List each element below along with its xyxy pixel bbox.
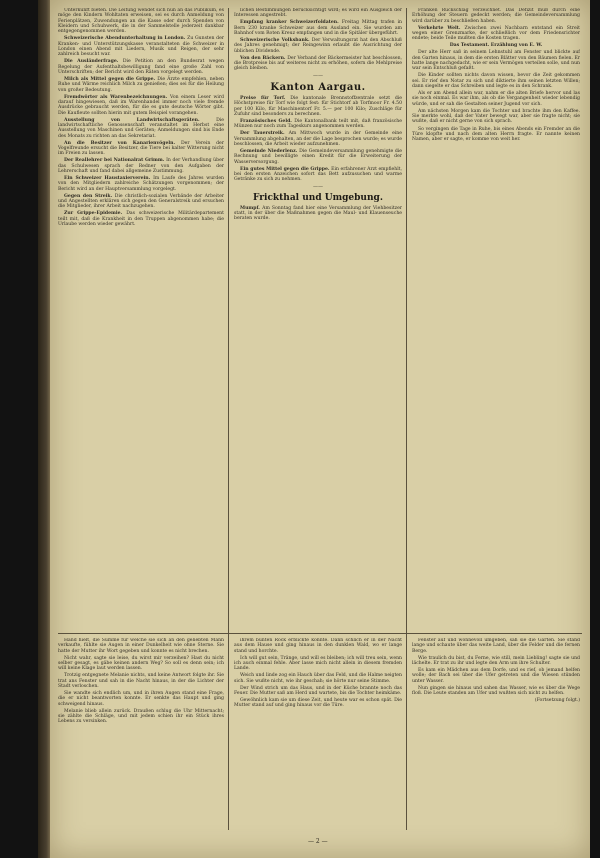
article-title: Preise für Torf. xyxy=(240,95,291,101)
column-rule-1 xyxy=(228,8,229,830)
article-paragraph xyxy=(58,8,224,34)
feuilleton-rule xyxy=(58,633,582,634)
article-body: Gewöhnlich kam sie um diese Zeit, und heute war es schon spät. Die Mutter stand auf und ging hinaus vor die Türe. xyxy=(234,698,402,709)
article-title: Der Tauerstreik. xyxy=(240,131,289,137)
article-body: Nun gingen sie hinaus und sahen das Wasser, wie es über die Wege floß. Die Leute standen am Ufer und wußten sich nicht zu helfen. xyxy=(412,685,580,697)
article-paragraph xyxy=(58,77,224,93)
article-body: In der Verhandlung über das Schulwesen sprach der Redner von den Aufgaben der Lehrerschaft und fand dabei allgemeine Zustimmung. xyxy=(58,158,224,174)
article-body: Freitag Mittag trafen in Bern 230 kranke Schweizer aus dem Ausland ein. Sie wurden am Bahnhof vom Roten Kreuz empfangen und in die Spitäler übergeführt. xyxy=(234,20,402,36)
article-body: Die christlich-sozialen Verbände der Arbeiter und Angestellten erklären sich gegen den Generalstreik und ersuchen die Mitglieder, ihrer Arbeit nachzugehen. xyxy=(58,193,224,210)
article-paragraph xyxy=(58,691,224,707)
article-paragraph xyxy=(58,158,224,174)
article-paragraph xyxy=(234,149,402,165)
article-body: Am Sonntag fand hier eine Versammlung der Viehbesitzer statt, in der über die Maßnahmen gegen die Maul- und Klauenseuche beraten wurde. xyxy=(234,205,402,222)
article-title: Schweizerische Abendunterhaltung in London. xyxy=(64,36,188,42)
article-paragraph xyxy=(58,95,224,116)
article-body: Melanie blieb allein zurück. Draußen schlug die Uhr Mitternacht; sie zählte die Schläge, und mit jedem schien ihr ein Stück ihres Lebens zu versinken. xyxy=(58,708,224,725)
story-paragraph: Der alte Herr saß in seinem Lehnstuhl am Fenster und blickte auf den Garten hinaus, in dem die ersten Blätter von den Bäumen fielen. Er hatte lange nachgedacht, wie er sein Vermögen verteilen solle, und nun war sein Entschluß gefaßt. xyxy=(412,50,580,72)
col3-articles xyxy=(412,8,580,42)
feuilleton-column-2 xyxy=(234,638,402,833)
article-body: Trotzig entgegnete Melanie nichts, und keine Antwort folgte ihr. Sie trat ans Fenster und sah in die Nacht hinaus, in der die Lichter der Stadt verloschen. xyxy=(58,673,224,689)
section-heading-frickthal: Frickthal und Umgebung. xyxy=(253,192,383,203)
article-title: Gemeinde Niederlenz. xyxy=(240,149,300,155)
article-body: Fenster auf und wonnevoll umgeben, sah sie die Gärten. Sie stand lange und schaute über das weite Land, über die Felder und die fernen Berge. xyxy=(412,638,580,654)
article-body: Sie wandte sich endlich um, und in ihren Augen stand eine Frage, die er nicht beantworten konnte. Er senkte das Haupt und ging schweigend hinaus. xyxy=(58,691,224,707)
section-heading-aargau: Kanton Aargau. xyxy=(270,81,366,93)
column-3 xyxy=(412,8,580,630)
article-paragraph xyxy=(234,206,402,222)
article-body: Von einem Leser wird darauf hingewiesen, daß im Warenhandel immer noch viele fremde Ausdrücke gebraucht werden, für die es gute deutsche Wörter gibt. Die Kaufleute sollten hierin mit gutem Beispiel vorangehen. xyxy=(58,94,224,116)
article-title: Schweizerische Volksbank. xyxy=(240,38,312,44)
article-paragraph xyxy=(58,211,224,227)
article-paragraph xyxy=(234,673,402,684)
article-body: lichen Bestimmungen berücksichtigt wird; es wird ein Ausgleich der Interessen angestrebt. xyxy=(234,8,402,19)
story-paragraph: Am nächsten Morgen kam die Tochter und brachte ihm den Kaffee. Sie merkte wohl, daß der Vater bewegt war, aber sie fragte nicht; sie wußte, daß er nicht gerne von sich sprach. xyxy=(412,108,580,125)
article-body: Die Petition an den Bundesrat wegen Regelung der Aufenthaltsbewilligung fand eine große Zahl von Unterschriften; der Bericht wird den Räten vorgelegt werden. xyxy=(58,59,224,75)
col3-story xyxy=(412,43,580,142)
article-title: Ein gutes Mittel gegen die Grippe. xyxy=(240,166,332,172)
article-paragraph xyxy=(412,8,580,24)
article-body: Die Ärzte empfehlen, neben Ruhe und Wärme reichlich Milch zu genießen; dies sei für die Heilung von großer Bedeutung. xyxy=(58,76,224,93)
article-paragraph xyxy=(234,20,402,36)
article-body: Im Laufe des Jahres wurden von den Mitgliedern zahlreiche Schätzungen vorgenommen; der Bericht wird an der Hauptversammlung vorgelegt. xyxy=(58,175,224,192)
article-paragraph xyxy=(58,59,224,75)
article-body: Der Verwaltungsrat hat den Abschluß des Jahres genehmigt; der Reingewinn erlaubt die Ausrichtung der üblichen Dividende. xyxy=(234,38,402,54)
story-title: Das Testament. Erzählung von E. W. xyxy=(449,43,543,49)
article-paragraph xyxy=(58,709,224,725)
article-body: Ein erfahrener Arzt empfiehlt, bei den ersten Anzeichen sofort das Bett aufzusuchen und warme Getränke zu sich zu nehmen. xyxy=(234,166,402,183)
article-paragraph xyxy=(412,668,580,684)
col2-articles-c xyxy=(234,206,402,222)
article-title: Verkehrte Welt. xyxy=(418,25,465,31)
story-paragraph: Als er am Abend allein war, nahm er die alten Briefe hervor und las sie noch einmal. Es war ihm, als ob die Vergangenheit wieder lebendig würde, und er sah die Gestalten seiner Jugend vor sich. xyxy=(412,91,580,107)
col2-articles-a xyxy=(234,8,402,72)
article-title: Ein Schweizer Haustaxierverein. xyxy=(64,175,154,181)
separator: —— xyxy=(313,72,323,79)
article-paragraph xyxy=(58,638,224,654)
feuilleton-1-text xyxy=(58,638,224,725)
column-2 xyxy=(234,8,402,630)
feuilleton-column-1 xyxy=(58,638,224,833)
article-paragraph xyxy=(58,673,224,689)
article-title: Empfang kranker Schweizerfoldaten. xyxy=(240,20,342,26)
article-body: Die Kantonalbank teilt mit, daß französische Münzen nur noch zum Tageskurs angenommen werden. xyxy=(234,118,402,130)
article-body: ihrem bunten Rock erblickte konnte. Dann schlich er in der Nacht aus dem Hause und ging hinaus in den dunklen Wald, wo er lange stand und horchte. xyxy=(234,638,402,654)
column-1 xyxy=(58,8,224,630)
feuilleton-3-text xyxy=(412,638,580,696)
article-paragraph xyxy=(58,141,224,157)
article-paragraph xyxy=(234,96,402,117)
article-paragraph xyxy=(412,686,580,697)
article-paragraph xyxy=(234,56,402,72)
article-title: Gegen den Streik. xyxy=(64,193,115,199)
col2-articles-b xyxy=(234,96,402,183)
article-paragraph xyxy=(58,194,224,210)
article-paragraph xyxy=(58,176,224,192)
article-title: Mumpf. xyxy=(240,205,263,211)
article-body: Der Verband der Bäckermeister hat beschlossen, die Brotpreise bis auf weiteres nicht zu erhöhen, sofern die Mehlpreise gleich bleiben. xyxy=(234,55,402,72)
article-body: Der Wind strich um das Haus, und in der Küche brannte noch das Feuer. Die Mutter saß am Herd und wartete, bis die Tochter heimkäme. xyxy=(234,685,402,697)
article-body: Der Verein der Vogelfreunde ersucht die Besitzer, die Tiere bei kalter Witterung nicht im Freien zu lassen. xyxy=(58,140,224,157)
article-body: Franken Rückschlag verzeichnet. Das Defizit muß durch eine Erhöhung der Steuern gedeckt werden; die Gemeindeversammlung wird darüber zu beschließen haben. xyxy=(412,8,580,24)
article-paragraph xyxy=(58,36,224,57)
article-title: Französisches Geld. xyxy=(240,118,295,124)
article-paragraph xyxy=(234,167,402,183)
article-body: Die kantonale Brennstoffzentrale setzt die Höchstpreise für Torf wie folgt fest: für Stichtorf ab Torfmoor Fr. 4.50 per 100 Kilo, für Maschinentorf Fr. 5.— per 100 Kilo; Zuschläge für Zufuhr sind besonders zu berechnen. xyxy=(234,95,402,117)
story-paragraph: So vergingen die Tage in Ruhe, bis eines Abends ein Fremder an die Türe klopfte und nach dem alten Herrn fragte. Er nannte keinen Namen, aber er sagte, er komme von weit her. xyxy=(412,126,580,143)
article-paragraph xyxy=(234,698,402,709)
article-paragraph xyxy=(412,656,580,667)
article-title: Fremdwörter als Warenbezeichnungen. xyxy=(64,94,170,100)
article-title: Die Ausländerfrage. xyxy=(64,59,123,65)
article-body: Weich und linde zog ein Hauch über das Feld, und die Halme neigten sich. Sie wußte nicht, wie ihr geschah; sie hörte nur seine Stimme. xyxy=(234,673,402,684)
article-body: Die Gemeindeversammlung genehmigte die Rechnung und bewilligte einen Kredit für die Erweiterung der Wasserversorgung. xyxy=(234,149,402,165)
page-number: — 2 — xyxy=(308,838,328,845)
separator: —— xyxy=(313,183,323,190)
article-title: Milch als Mittel gegen die Grippe. xyxy=(64,76,158,82)
article-paragraph xyxy=(58,656,224,672)
article-paragraph xyxy=(412,26,580,42)
story-paragraph: Die Kinder sollten nichts davon wissen, bevor die Zeit gekommen sei. Er rief den Notar zu sich und diktierte ihm seinen letzten Willen; dann siegelte er das Schreiben und legte es in den Schrank. xyxy=(412,73,580,90)
article-body: Zwischen zwei Nachbarn entstand ein Streit wegen einer Grenzmarke, der schließlich vor dem Friedensrichter endete; beide Teile mußten die Kosten tragen. xyxy=(412,25,580,42)
article-paragraph xyxy=(234,38,402,54)
article-body: Die landwirtschaftliche Genossenschaft veranstaltet im Herbst eine Ausstellung von Maschinen und Geräten; Anmeldungen sind bis Ende des Monats zu richten an das Sekretariat. xyxy=(58,117,224,139)
article-body: Am Mittwoch wurde in der Gemeinde eine Versammlung abgehalten, an der die Lage besprochen wurde; es wurde beschlossen, die Arbeit wieder aufzunehmen. xyxy=(234,131,402,147)
article-body: Das schweizerische Militärdepartement teilt mit, daß die Krankheit in den Truppen abgenommen habe; die Urlaube werden wieder gewährt. xyxy=(58,211,224,227)
column-rule-2 xyxy=(406,8,407,830)
article-body: Unterkunft bieten. Die Leitung wendet sich nun an das Publikum, es möge den Kindern Wohltaten erweisen, sei es durch Anmeldung von Ferienplätzen, Zuwendungen an die Kasse oder durch Spenden von Kleidern und Schuhwerk, die in der Sammelstelle jederzeit dankbar entgegengenommen werden. xyxy=(58,8,224,35)
article-paragraph xyxy=(234,656,402,672)
article-title: Ausstellung von Landwirtschaftsgeräten. xyxy=(64,117,217,123)
article-title: Der Reallehrer bei Nationalrat Grimm. xyxy=(64,158,167,164)
article-body: Ich will gut sein, Tränge, und will es bleiben; ich will treu sein, wenn ich auch einmal fehle. Aber lasse mich nicht allein in diesem fremden Lande. xyxy=(234,655,402,672)
article-body: Hand hielt, die Summe für welche sie sich an den geliebten Mann verkaufte, fühlte sie Augen in einer Dunkelheit wie ohne Sterne. Sie hatte der Mutter ihr Wort gegeben und konnte es nicht brechen. xyxy=(58,638,224,654)
article-title: An die Besitzer von Kanarienvögeln. xyxy=(64,140,181,146)
article-body: Nicht wahr, sagte sie leise, du wirst mir verzeihen? Hast du nicht selber gesagt, es gäbe keinen andern Weg? So soll es denn sein; ich will keine Klage laut werden lassen. xyxy=(58,655,224,672)
feuilleton-2-text xyxy=(234,638,402,709)
feuilleton-column-3 xyxy=(412,638,580,833)
article-title: Zur Grippe-Epidemie. xyxy=(64,211,127,217)
article-paragraph xyxy=(234,119,402,130)
article-body: Wie traulich du bist, du Ferne, wie still, mein Liebling! sagte sie und lächelte. Er trat zu ihr und legte den Arm um ihre Schulter. xyxy=(412,655,580,666)
article-paragraph xyxy=(58,118,224,139)
article-paragraph xyxy=(412,638,580,654)
article-paragraph xyxy=(234,8,402,19)
article-paragraph xyxy=(234,686,402,697)
article-paragraph xyxy=(234,638,402,654)
article-body: Zu Gunsten der Kranken- und Unterstützungskasse veranstalteten die Schweizer in London einen Abend mit Liedern, Musik und Reigen, der sehr zahlreich besucht war. xyxy=(58,36,224,58)
article-title: Von den Bäckern. xyxy=(240,55,288,61)
article-body: Es kam ein Mädchen aus dem Dorfe, und es rief, ob jemand helfen wolle; der Bach sei über die Ufer getreten und die Wiesen stünden unter Wasser. xyxy=(412,668,580,684)
col1-articles xyxy=(58,8,224,227)
continuation-note: (Fortsetzung folgt.) xyxy=(534,698,580,704)
newspaper-page xyxy=(50,0,590,858)
article-paragraph xyxy=(234,131,402,147)
